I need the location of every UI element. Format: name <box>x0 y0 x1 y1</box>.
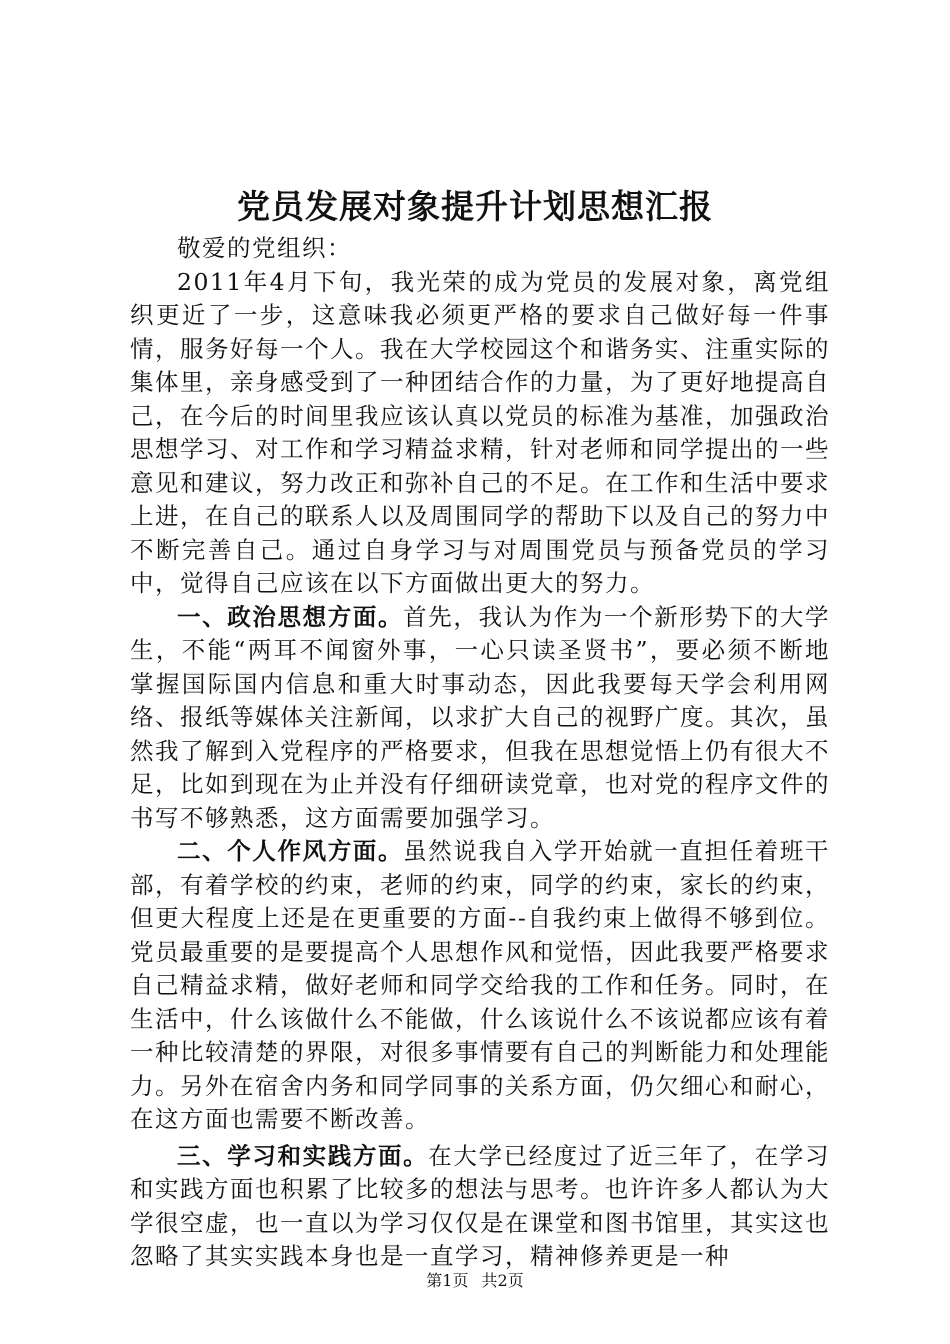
paragraph-text: 2011年4月下旬，我光荣的成为党员的发展对象，离党组织更近了一步，这意味我必须更严格的要求自己做好每一件事情，服务好每一个人。我在大学校园这个和谐务实、注重实际的集体里，亲身感受到了一种团结合作的力量，为了更好地提高自己，在今后的时间里我应该认真以党员的标准为基准，加强政治思想学习、对工作和学习精益求精，针对老师和同学提出的一些意见和建议，努力改正和弥补自己的不足。在工作和生活中要求上进，在自己的联系人以及周围同学的帮助下以及自己的努力中不断完善自己。通过自身学习与对周围党员与预备党员的学习中，觉得自己应该在以下方面做出更大的努力。 <box>130 267 830 597</box>
page-footer: 第1页 共2页 <box>426 1271 524 1290</box>
paragraph-text: 在大学已经度过了近三年了，在学习和实践方面也积累了比较多的想法与思考。也许许多人都认为大学很空虚，也一直以为学习仅仅是在课堂和图书馆里，其实这也忽略了其实实践本身也是一直学习，精神修养更是一种 <box>130 1141 831 1270</box>
paragraph-personal-style <box>130 835 830 1137</box>
paragraph-heading: 一、政治思想方面。 <box>177 602 404 631</box>
salutation: 敬爱的党组织： <box>177 234 352 262</box>
document-title: 党员发展对象提升计划思想汇报 <box>237 187 713 226</box>
paragraph-intro <box>130 266 830 601</box>
paragraph-heading: 三、学习和实践方面。 <box>177 1141 429 1170</box>
paragraph-study-practice <box>130 1140 830 1274</box>
paragraph-text: 首先，我认为作为一个新形势下的大学生，不能“两耳不闻窗外事，一心只读圣贤书”，要必须不断地掌握国际国内信息和重大时事动态，因此我要每天学会利用网络、报纸等媒体关注新闻，以求扩大自己的视野广度。其次，虽然我了解到入党程序的严格要求，但我在思想觉悟上仍有很大不足，比如到现在为止并没有仔细研读党章，也对党的程序文件的书写不够熟悉，这方面需要加强学习。 <box>130 602 831 832</box>
document-body <box>130 232 830 1274</box>
paragraph-political-thought <box>130 601 830 836</box>
paragraph-text: 虽然说我自入学开始就一直担任着班干部，有着学校的约束，老师的约束，同学的约束，家长的约束，但更大程度上还是在更重要的方面--自我约束上做得不够到位。党员最重要的是要提高个人思想作风和觉悟，因此我要严格要求自己精益求精，做好老师和同学交给我的工作和任务。同时，在生活中，什么该做什么不能做，什么该说什么不该说都应该有着一种比较清楚的界限，对很多事情要有自己的判断能力和处理能力。另外在宿舍内务和同学同事的关系方面，仍欠细心和耐心，在这方面也需要不断改善。 <box>130 837 831 1133</box>
paragraph-heading: 二、个人作风方面。 <box>177 837 404 865</box>
